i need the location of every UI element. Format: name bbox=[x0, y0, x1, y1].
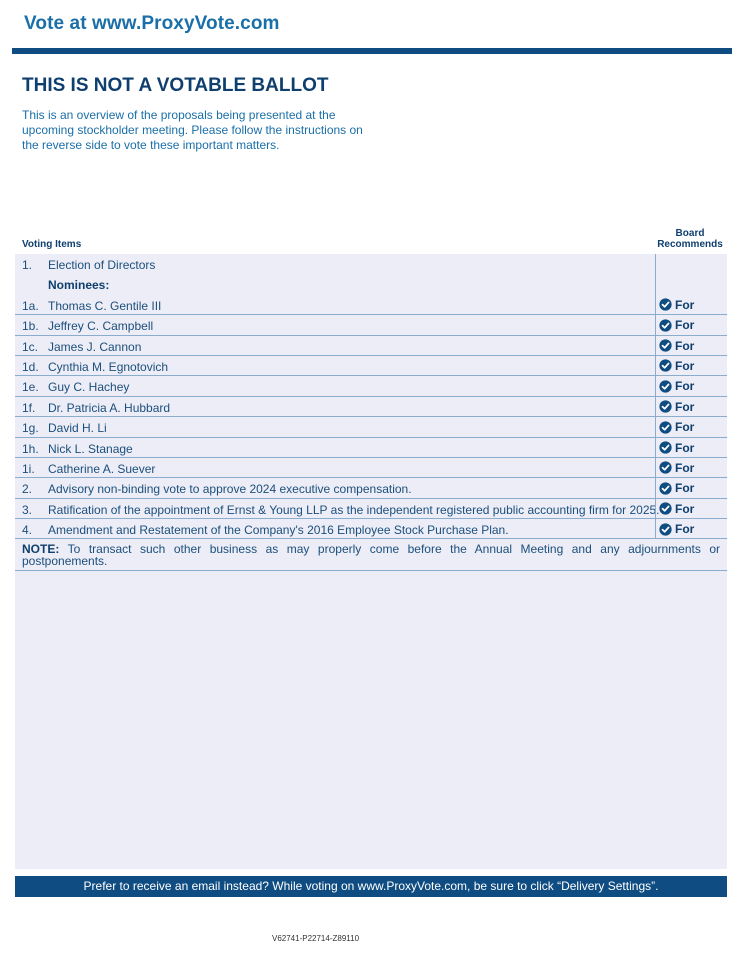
recommendation-cell bbox=[655, 376, 727, 395]
item-description: David H. Li bbox=[48, 421, 107, 436]
recommendation-label: For bbox=[675, 379, 695, 394]
item-number: 4. bbox=[22, 523, 33, 538]
item-description: Nick L. Stanage bbox=[48, 441, 133, 456]
table-row bbox=[15, 458, 727, 478]
table-row bbox=[15, 397, 727, 417]
item-description: Jeffrey C. Campbell bbox=[48, 319, 154, 334]
item-number: 1h. bbox=[22, 441, 39, 456]
check-circle-icon bbox=[659, 298, 672, 311]
recommendation-label: For bbox=[675, 338, 695, 353]
recommendation-cell bbox=[655, 397, 727, 416]
table-row bbox=[15, 295, 727, 315]
item-number: 1i. bbox=[22, 461, 35, 476]
check-circle-icon bbox=[659, 421, 672, 434]
note bbox=[15, 539, 727, 571]
recommendation bbox=[659, 400, 694, 414]
check-circle-icon bbox=[659, 502, 672, 515]
recommendation bbox=[659, 441, 694, 455]
note-text: To transact such other business as may properly come before the Annual Meeting and any adjournments or postponements. bbox=[22, 542, 721, 569]
check-circle-icon bbox=[659, 380, 672, 393]
recommendation-label: For bbox=[675, 440, 695, 455]
table-row bbox=[15, 417, 727, 437]
header-rule bbox=[12, 48, 732, 54]
table-row bbox=[15, 376, 727, 396]
check-circle-icon bbox=[659, 461, 672, 474]
recommendation-label: For bbox=[675, 481, 695, 496]
item-description: Election of Directors bbox=[48, 258, 156, 272]
item-number: 1. bbox=[22, 258, 33, 272]
recommendation-cell bbox=[655, 254, 727, 274]
recommendation-cell bbox=[655, 478, 727, 497]
recommendation-cell bbox=[655, 458, 727, 477]
item-description: Nominees: bbox=[48, 278, 110, 293]
item-description: Guy C. Hachey bbox=[48, 380, 130, 395]
table-row bbox=[15, 478, 727, 498]
table-row bbox=[15, 438, 727, 458]
recommendation bbox=[659, 461, 694, 475]
check-circle-icon bbox=[659, 482, 672, 495]
check-circle-icon bbox=[659, 523, 672, 536]
column-header-board-line2: Recommends bbox=[657, 239, 723, 250]
recommendation-label: For bbox=[675, 420, 695, 435]
item-number: 1g. bbox=[22, 421, 39, 436]
recommendation bbox=[659, 522, 694, 536]
item-number: 1c. bbox=[22, 339, 39, 354]
table-row bbox=[15, 519, 727, 539]
item-description: Catherine A. Suever bbox=[48, 461, 156, 476]
item-description: Ratification of the appointment of Ernst & Young LLP as the independent registered public accounting firm for 2025. bbox=[48, 502, 660, 517]
item-number: 3. bbox=[22, 502, 33, 517]
voting-items-table bbox=[15, 254, 727, 571]
header-link[interactable]: Vote at www.ProxyVote.com bbox=[24, 13, 280, 34]
column-header-board-line1: Board bbox=[675, 228, 705, 239]
item-number: 2. bbox=[22, 482, 33, 497]
recommendation-label: For bbox=[675, 460, 695, 475]
item-number: 1a. bbox=[22, 298, 39, 313]
item-number: 1e. bbox=[22, 380, 39, 395]
recommendation bbox=[659, 359, 694, 373]
item-description: Thomas C. Gentile III bbox=[48, 298, 162, 313]
recommendation bbox=[659, 420, 694, 434]
recommendation-label: For bbox=[675, 399, 695, 414]
recommendation-cell bbox=[655, 438, 727, 457]
intro-text: This is an overview of the proposals being presented at the upcoming stockholder meeting. Please follow the instructions on the reverse side to vote these important matters. bbox=[22, 108, 363, 152]
note-label: NOTE: bbox=[22, 542, 60, 557]
check-circle-icon bbox=[659, 339, 672, 352]
recommendation-cell bbox=[655, 499, 727, 518]
delivery-settings-banner: Prefer to receive an email instead? While voting on www.ProxyVote.com, be sure to click “Delivery Settings”. bbox=[15, 876, 727, 897]
recommendation-cell bbox=[655, 417, 727, 436]
item-description: Dr. Patricia A. Hubbard bbox=[48, 400, 171, 415]
recommendation-label: For bbox=[675, 318, 695, 333]
table-row bbox=[15, 499, 727, 519]
recommendation-label: For bbox=[675, 358, 695, 373]
item-number: 1f. bbox=[22, 400, 36, 415]
recommendation-cell bbox=[655, 519, 727, 538]
check-circle-icon bbox=[659, 359, 672, 372]
document-code: V62741-P22714-Z89110 bbox=[272, 934, 360, 943]
check-circle-icon bbox=[659, 319, 672, 332]
recommendation-label: For bbox=[675, 522, 695, 537]
recommendation-cell bbox=[655, 356, 727, 375]
recommendation-cell bbox=[655, 336, 727, 355]
item-description: Cynthia M. Egnotovich bbox=[48, 359, 169, 374]
recommendation-cell bbox=[655, 274, 727, 294]
item-number: 1b. bbox=[22, 319, 39, 334]
recommendation-cell bbox=[655, 295, 727, 314]
table-row bbox=[15, 315, 727, 335]
recommendation bbox=[659, 379, 694, 393]
recommendation bbox=[659, 481, 694, 495]
recommendation bbox=[659, 502, 694, 516]
recommendation bbox=[659, 339, 694, 353]
table-row bbox=[15, 274, 727, 294]
page-title: THIS IS NOT A VOTABLE BALLOT bbox=[22, 75, 329, 96]
column-header-voting-items: Voting Items bbox=[22, 239, 82, 250]
table-row bbox=[15, 336, 727, 356]
table-row bbox=[15, 356, 727, 376]
item-description: Advisory non-binding vote to approve 2024 executive compensation. bbox=[48, 482, 412, 497]
recommendation bbox=[659, 318, 694, 332]
recommendation-label: For bbox=[675, 297, 695, 312]
check-circle-icon bbox=[659, 441, 672, 454]
column-header-board-recommends bbox=[654, 228, 726, 250]
recommendation bbox=[659, 298, 694, 312]
check-circle-icon bbox=[659, 400, 672, 413]
recommendation-label: For bbox=[675, 501, 695, 516]
recommendation-cell bbox=[655, 315, 727, 334]
item-number: 1d. bbox=[22, 359, 39, 374]
item-description: Amendment and Restatement of the Company's 2016 Employee Stock Purchase Plan. bbox=[48, 523, 509, 538]
table-row bbox=[15, 254, 727, 274]
item-description: James J. Cannon bbox=[48, 339, 142, 354]
